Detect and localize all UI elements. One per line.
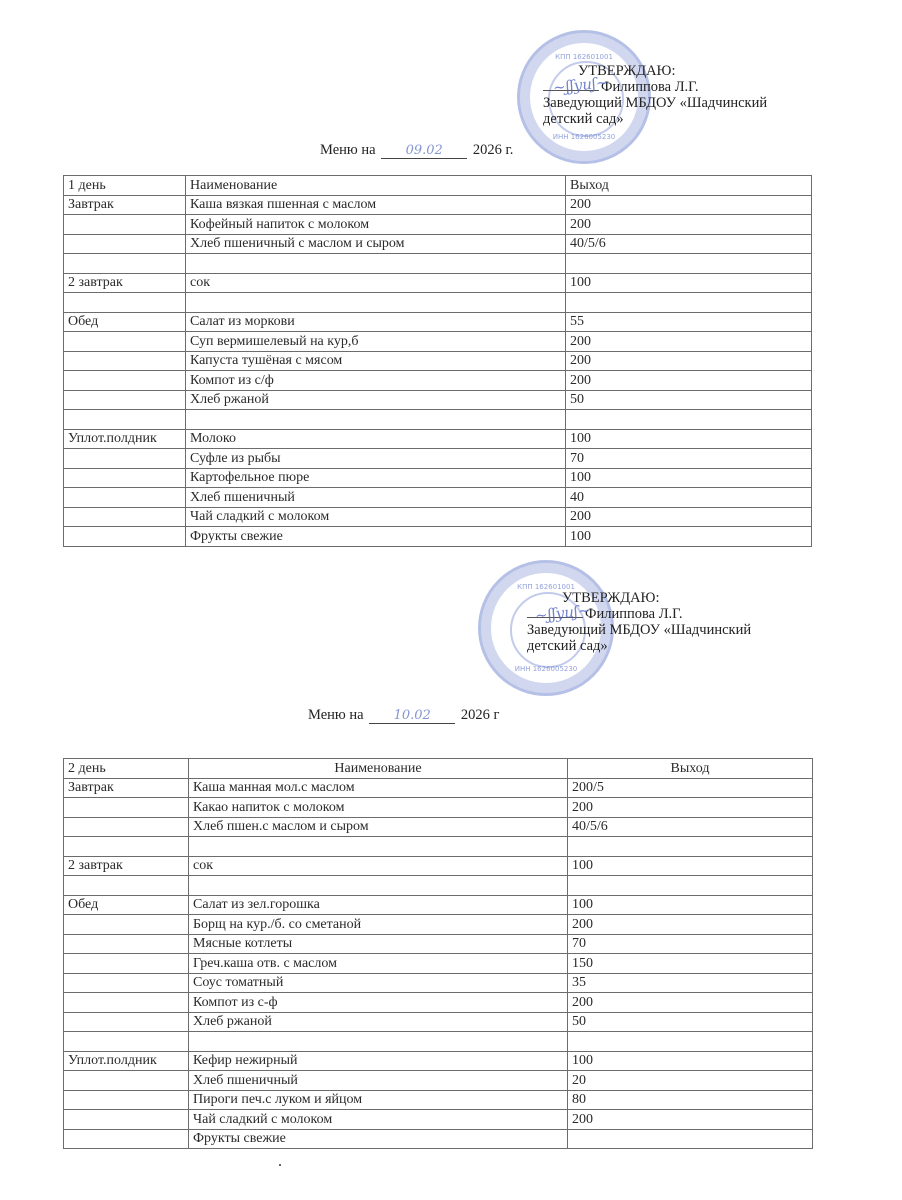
table-row bbox=[64, 293, 812, 313]
output-cell: 50 bbox=[568, 1012, 813, 1032]
dish-cell bbox=[189, 876, 568, 896]
approval-title: УТВЕРЖДАЮ: bbox=[562, 590, 660, 606]
output-cell: 200 bbox=[568, 993, 813, 1013]
table-row bbox=[64, 390, 812, 410]
header-day: 2 день bbox=[64, 759, 189, 779]
dish-cell: Кофейный напиток с молоком bbox=[186, 215, 566, 235]
output-cell bbox=[568, 876, 813, 896]
meal-cell bbox=[64, 915, 189, 935]
table-row bbox=[64, 468, 812, 488]
output-cell bbox=[568, 1129, 813, 1149]
output-cell: 40/5/6 bbox=[568, 817, 813, 837]
meal-cell: Обед bbox=[64, 895, 189, 915]
dish-cell: Хлеб пшеничный bbox=[186, 488, 566, 508]
table-row bbox=[64, 993, 813, 1013]
dish-cell: Салат из зел.горошка bbox=[189, 895, 568, 915]
output-cell bbox=[566, 293, 812, 313]
table-row bbox=[64, 429, 812, 449]
meal-cell bbox=[64, 351, 186, 371]
meal-cell: 2 завтрак bbox=[64, 273, 186, 293]
meal-cell bbox=[64, 234, 186, 254]
dish-cell bbox=[189, 1032, 568, 1052]
dish-cell: Хлеб пшеничный с маслом и сыром bbox=[186, 234, 566, 254]
table-row bbox=[64, 1032, 813, 1052]
dish-cell: Суп вермишелевый на кур,б bbox=[186, 332, 566, 352]
meal-cell bbox=[64, 254, 186, 274]
meal-cell bbox=[64, 215, 186, 235]
meal-cell bbox=[64, 371, 186, 391]
output-cell: 200 bbox=[566, 507, 812, 527]
meal-cell bbox=[64, 837, 189, 857]
output-cell: 200 bbox=[566, 215, 812, 235]
handwritten-date: 09.02 bbox=[381, 143, 467, 159]
output-cell: 200 bbox=[568, 798, 813, 818]
meal-cell bbox=[64, 973, 189, 993]
approver-position-cont: детский сад» bbox=[527, 638, 608, 654]
output-cell bbox=[568, 1032, 813, 1052]
dish-cell: Салат из моркови bbox=[186, 312, 566, 332]
output-cell: 100 bbox=[566, 429, 812, 449]
dish-cell: Каша вязкая пшенная с маслом bbox=[186, 195, 566, 215]
dish-cell: Капуста тушёная с мясом bbox=[186, 351, 566, 371]
header-name: Наименование bbox=[189, 759, 568, 779]
meal-cell: Уплот.полдник bbox=[64, 429, 186, 449]
dish-cell bbox=[189, 837, 568, 857]
dish-cell: Каша манная мол.с маслом bbox=[189, 778, 568, 798]
output-cell: 70 bbox=[566, 449, 812, 469]
table-row bbox=[64, 973, 813, 993]
approver-position: Заведующий МБДОУ «Шадчинский bbox=[543, 95, 768, 111]
dish-cell: Пироги печ.с луком и яйцом bbox=[189, 1090, 568, 1110]
menu-heading-prefix: Меню на bbox=[308, 707, 364, 723]
dish-cell: Хлеб ржаной bbox=[189, 1012, 568, 1032]
dish-cell: Хлеб пшен.с маслом и сыром bbox=[189, 817, 568, 837]
menu-heading-suffix: 2026 г. bbox=[472, 142, 514, 158]
output-cell: 80 bbox=[568, 1090, 813, 1110]
menu-table-day-2 bbox=[63, 758, 813, 1149]
header-output: Выход bbox=[566, 176, 812, 196]
meal-cell bbox=[64, 488, 186, 508]
meal-cell bbox=[64, 954, 189, 974]
dish-cell bbox=[186, 410, 566, 430]
meal-cell bbox=[64, 1071, 189, 1091]
dish-cell: Хлеб пшеничный bbox=[189, 1071, 568, 1091]
meal-cell bbox=[64, 993, 189, 1013]
menu-heading-suffix: 2026 г bbox=[460, 707, 500, 723]
approver-position-cont: детский сад» bbox=[543, 111, 624, 127]
dish-cell: Какао напиток с молоком bbox=[189, 798, 568, 818]
output-cell: 100 bbox=[568, 1051, 813, 1071]
header-day: 1 день bbox=[64, 176, 186, 196]
meal-cell bbox=[64, 468, 186, 488]
meal-cell bbox=[64, 817, 189, 837]
stamp-text: ИНН 1626005230 bbox=[514, 665, 578, 673]
menu-heading-1 bbox=[320, 142, 513, 159]
output-cell: 150 bbox=[568, 954, 813, 974]
table-row bbox=[64, 1071, 813, 1091]
table-row bbox=[64, 1090, 813, 1110]
table-row bbox=[64, 895, 813, 915]
table-row bbox=[64, 312, 812, 332]
dish-cell: Мясные котлеты bbox=[189, 934, 568, 954]
dish-cell: Молоко bbox=[186, 429, 566, 449]
stamp-text: ИНН 1626005230 bbox=[552, 133, 616, 141]
table-row bbox=[64, 332, 812, 352]
scan-speck bbox=[279, 1164, 281, 1166]
output-cell: 20 bbox=[568, 1071, 813, 1091]
dish-cell: Суфле из рыбы bbox=[186, 449, 566, 469]
table-row bbox=[64, 1051, 813, 1071]
table-row bbox=[64, 488, 812, 508]
output-cell: 200/5 bbox=[568, 778, 813, 798]
menu-heading-prefix: Меню на bbox=[320, 142, 376, 158]
meal-cell: Завтрак bbox=[64, 195, 186, 215]
meal-cell: Уплот.полдник bbox=[64, 1051, 189, 1071]
menu-heading-2 bbox=[308, 707, 499, 724]
output-cell: 200 bbox=[568, 915, 813, 935]
table-row bbox=[64, 837, 813, 857]
table-row bbox=[64, 215, 812, 235]
dish-cell: Фрукты свежие bbox=[186, 527, 566, 547]
stamp-text: КПП 162601001 bbox=[555, 53, 613, 61]
table-row bbox=[64, 195, 812, 215]
output-cell: 50 bbox=[566, 390, 812, 410]
output-cell: 55 bbox=[566, 312, 812, 332]
approval-title: УТВЕРЖДАЮ: bbox=[578, 63, 676, 79]
table-row bbox=[64, 351, 812, 371]
meal-cell bbox=[64, 876, 189, 896]
dish-cell: сок bbox=[186, 273, 566, 293]
output-cell: 70 bbox=[568, 934, 813, 954]
meal-cell bbox=[64, 798, 189, 818]
meal-cell bbox=[64, 1129, 189, 1149]
table-row bbox=[64, 254, 812, 274]
meal-cell: Завтрак bbox=[64, 778, 189, 798]
dish-cell: сок bbox=[189, 856, 568, 876]
output-cell: 40 bbox=[566, 488, 812, 508]
table-header-row bbox=[64, 176, 812, 196]
table-row bbox=[64, 1110, 813, 1130]
output-cell: 100 bbox=[568, 895, 813, 915]
meal-cell bbox=[64, 1032, 189, 1052]
meal-cell bbox=[64, 934, 189, 954]
handwritten-signature-icon: ~ʃʃyuʃ~ bbox=[534, 601, 592, 625]
meal-cell bbox=[64, 390, 186, 410]
dish-cell: Борщ на кур./б. со сметаной bbox=[189, 915, 568, 935]
table-row bbox=[64, 1129, 813, 1149]
meal-cell bbox=[64, 293, 186, 313]
table-row bbox=[64, 934, 813, 954]
meal-cell bbox=[64, 332, 186, 352]
approval-block-1 bbox=[543, 63, 767, 127]
table-row bbox=[64, 817, 813, 837]
handwritten-signature-icon: ~ʃʃyuʃ~ bbox=[552, 73, 610, 97]
table-row bbox=[64, 915, 813, 935]
table-header-row bbox=[64, 759, 813, 779]
output-cell: 100 bbox=[566, 527, 812, 547]
output-cell: 200 bbox=[566, 332, 812, 352]
header-name: Наименование bbox=[186, 176, 566, 196]
output-cell: 200 bbox=[566, 351, 812, 371]
meal-cell bbox=[64, 527, 186, 547]
output-cell: 35 bbox=[568, 973, 813, 993]
dish-cell bbox=[186, 293, 566, 313]
table-row bbox=[64, 798, 813, 818]
meal-cell bbox=[64, 507, 186, 527]
meal-cell bbox=[64, 1012, 189, 1032]
output-cell: 100 bbox=[566, 273, 812, 293]
dish-cell: Соус томатный bbox=[189, 973, 568, 993]
approver-position: Заведующий МБДОУ «Шадчинский bbox=[527, 622, 752, 638]
handwritten-date: 10.02 bbox=[369, 708, 455, 724]
table-row bbox=[64, 1012, 813, 1032]
header-output: Выход bbox=[568, 759, 813, 779]
table-row bbox=[64, 527, 812, 547]
approver-name: Филиппова Л.Г. bbox=[601, 79, 699, 95]
meal-cell bbox=[64, 410, 186, 430]
dish-cell: Хлеб ржаной bbox=[186, 390, 566, 410]
dish-cell: Чай сладкий с молоком bbox=[189, 1110, 568, 1130]
table-row bbox=[64, 876, 813, 896]
table-row bbox=[64, 273, 812, 293]
output-cell: 200 bbox=[566, 371, 812, 391]
dish-cell: Кефир нежирный bbox=[189, 1051, 568, 1071]
output-cell: 40/5/6 bbox=[566, 234, 812, 254]
dish-cell: Картофельное пюре bbox=[186, 468, 566, 488]
output-cell: 200 bbox=[568, 1110, 813, 1130]
meal-cell: Обед bbox=[64, 312, 186, 332]
dish-cell: Греч.каша отв. с маслом bbox=[189, 954, 568, 974]
table-row bbox=[64, 410, 812, 430]
table-row bbox=[64, 954, 813, 974]
output-cell bbox=[566, 410, 812, 430]
approver-name: Филиппова Л.Г. bbox=[585, 606, 683, 622]
output-cell bbox=[568, 837, 813, 857]
dish-cell: Компот из с-ф bbox=[189, 993, 568, 1013]
meal-cell bbox=[64, 1090, 189, 1110]
table-row bbox=[64, 234, 812, 254]
dish-cell: Компот из с/ф bbox=[186, 371, 566, 391]
table-row bbox=[64, 449, 812, 469]
output-cell bbox=[566, 254, 812, 274]
meal-cell bbox=[64, 1110, 189, 1130]
menu-table-day-1 bbox=[63, 175, 812, 547]
table-row bbox=[64, 778, 813, 798]
meal-cell: 2 завтрак bbox=[64, 856, 189, 876]
dish-cell bbox=[186, 254, 566, 274]
dish-cell: Фрукты свежие bbox=[189, 1129, 568, 1149]
dish-cell: Чай сладкий с молоком bbox=[186, 507, 566, 527]
table-row bbox=[64, 371, 812, 391]
table-row bbox=[64, 507, 812, 527]
output-cell: 100 bbox=[566, 468, 812, 488]
output-cell: 100 bbox=[568, 856, 813, 876]
table-row bbox=[64, 856, 813, 876]
stamp-text: КПП 162601001 bbox=[517, 583, 575, 591]
output-cell: 200 bbox=[566, 195, 812, 215]
meal-cell bbox=[64, 449, 186, 469]
